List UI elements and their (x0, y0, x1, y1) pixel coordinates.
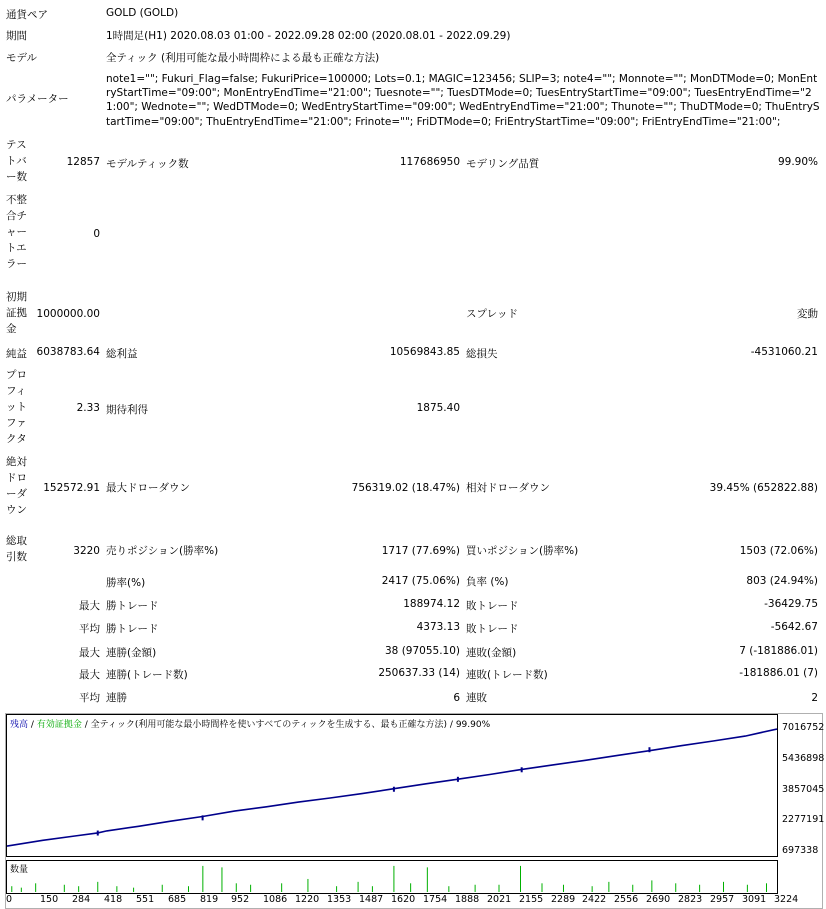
legend-model: 全ティック(利用可能な最小時間枠を使いすべてのティックを生成する、最も正確な方法) (90, 720, 448, 730)
bars-value: 12857 (66, 156, 100, 168)
short-label: 売りポジション(勝率%) (106, 545, 219, 557)
x-tick-label: 1620 (391, 894, 416, 905)
legend-sep-1: / (30, 720, 34, 730)
x-tick-label: 418 (104, 894, 123, 905)
x-tick-label: 2289 (551, 894, 576, 905)
max-consec-wins-label: 連勝(金額) (106, 647, 157, 659)
max-consec-profit-label: 連勝(トレード数) (106, 669, 188, 681)
max-consec-losses-label: 連敗(金額) (466, 647, 517, 659)
deposit-value: 1000000.00 (36, 308, 100, 320)
x-tick-label: 2021 (487, 894, 512, 905)
largest-label: 最大 (79, 600, 100, 612)
avg-consec-wins-value: 6 (453, 692, 460, 704)
mismatch-label: 不整合チャートエラー (6, 194, 27, 270)
legend-sep-3: / (449, 720, 453, 730)
max-consec-label: 最大 (79, 647, 100, 659)
avg-consec-losses-value: 2 (811, 692, 818, 704)
volume-label: 数量 (10, 865, 29, 875)
absdd-label: 絶対ドローダウン (6, 456, 27, 516)
y-tick-label: 697338 (782, 845, 819, 856)
win-value: 2417 (75.06%) (381, 575, 460, 587)
max-consec-losses-value: 7 (-181886.01) (739, 645, 818, 657)
average-label: 平均 (79, 623, 100, 635)
symbol-value: GOLD (GOLD) (106, 7, 179, 19)
quality-label: モデリング品質 (466, 158, 540, 170)
params-value: note1=""; Fukuri_Flag=false; FukuriPrice=100000; Lots=0.1; MAGIC=123456; SLIP=3; note4=""; Monnote=""; MonDTMode=0; MonEntryStartTime="09:00"; MonEntryEndTime="21:00"; Tuesnote=""; TuesDTMode=0; TuesEntryStartTime="09:00"; TuesEntryEndTime="21:00"; Wednote=""; WedDTMode=0; WedEntryStartTime="09:00"; WedEntryEndTime="21:00"; Thunote=""; ThuDTMode=0; ThuEntryStartTime="09:00"; ThuEntryEndTime="21:00"; Frinote=""; FriDTMode=0; FriEntryStartTime="09:00"; FriEntryEndTime="21:00"; (106, 73, 820, 128)
x-tick-label: 2690 (646, 894, 671, 905)
maxdd-label: 最大ドローダウン (106, 482, 190, 494)
max-consec-profit-value: 250637.33 (14) (378, 667, 460, 679)
x-tick-label: 2556 (614, 894, 639, 905)
x-tick-label: 284 (72, 894, 91, 905)
trades-value: 3220 (73, 545, 100, 557)
legend-balance: 残高 (10, 720, 29, 730)
balance-svg (7, 715, 777, 856)
x-tick-label: 952 (231, 894, 250, 905)
spread-value: 変動 (797, 308, 818, 320)
long-label: 買いポジション(勝率%) (466, 545, 579, 557)
max-consec-trades-label: 最大 (79, 669, 100, 681)
max-consec-wins-value: 38 (97055.10) (385, 645, 460, 657)
quality-value: 99.90% (777, 156, 818, 168)
loss-label: 負率 (%) (466, 576, 509, 588)
x-tick-label: 819 (200, 894, 219, 905)
legend-sep-2: / (84, 720, 88, 730)
short-value: 1717 (77.69%) (381, 545, 460, 557)
balance-line (7, 729, 777, 846)
avg-loss-label: 敗トレード (466, 623, 519, 635)
bars-label: テストバー数 (6, 139, 27, 183)
largest-loss-label: 敗トレード (466, 600, 519, 612)
x-tick-label: 685 (168, 894, 187, 905)
x-tick-label: 1888 (455, 894, 480, 905)
max-consec-loss-value: -181886.01 (7) (739, 667, 818, 679)
x-tick-label: 551 (136, 894, 155, 905)
net-label: 純益 (6, 348, 27, 360)
avg-win-label: 勝トレード (106, 623, 159, 635)
y-tick-label: 3857045 (782, 784, 825, 795)
gross-profit-label: 総利益 (106, 348, 138, 360)
x-tick-label: 1487 (359, 894, 384, 905)
legend-quality: 99.90% (455, 720, 491, 730)
balance-chart (5, 713, 823, 909)
gross-loss-value: -4531060.21 (750, 346, 818, 358)
trades-label: 総取引数 (6, 535, 27, 563)
reldd-value: 39.45% (652822.88) (709, 482, 818, 494)
y-tick-label: 7016752 (782, 722, 825, 733)
volume-svg (7, 861, 777, 893)
model-label: モデル (6, 52, 37, 64)
x-tick-label: 1353 (327, 894, 352, 905)
payoff-label: 期待利得 (106, 404, 148, 416)
x-tick-label: 3224 (774, 894, 799, 905)
pf-label: プロフィットファクタ (6, 369, 27, 445)
y-tick-label: 5436898 (782, 753, 825, 764)
y-tick-label: 2277191 (782, 814, 825, 825)
x-tick-label: 1220 (295, 894, 320, 905)
largest-win-value: 188974.12 (403, 598, 460, 610)
avg-consec-losses-label: 連敗 (466, 692, 487, 704)
net-value: 6038783.64 (36, 346, 100, 358)
absdd-value: 152572.91 (43, 482, 100, 494)
period-value: 1時間足(H1) 2020.08.03 01:00 - 2022.09.28 02:00 (2020.08.01 - 2022.09.29) (106, 30, 511, 42)
gross-loss-label: 総損失 (466, 348, 498, 360)
x-tick-label: 1754 (423, 894, 448, 905)
x-tick-label: 1086 (263, 894, 288, 905)
pf-value: 2.33 (76, 402, 100, 414)
params-label: パラメーター (6, 93, 69, 105)
maxdd-value: 756319.02 (18.47%) (351, 482, 460, 494)
gross-profit-value: 10569843.85 (389, 346, 460, 358)
largest-loss-value: -36429.75 (764, 598, 818, 610)
avg-consec-label: 平均 (79, 692, 100, 704)
ticks-label: モデルティック数 (106, 158, 189, 170)
ticks-value: 117686950 (399, 156, 460, 168)
loss-value: 803 (24.94%) (746, 575, 818, 587)
x-tick-label: 3091 (742, 894, 767, 905)
model-value: 全ティック (利用可能な最小時間枠による最も正確な方法) (106, 52, 380, 64)
payoff-value: 1875.40 (416, 402, 460, 414)
avg-loss-value: -5642.67 (770, 621, 818, 633)
legend-equity: 有効証拠金 (36, 720, 82, 730)
reldd-label: 相対ドローダウン (466, 482, 550, 494)
spread-label: スプレッド (466, 308, 518, 320)
x-tick-label: 2155 (519, 894, 544, 905)
deposit-label: 初期証拠金 (6, 291, 27, 335)
max-consec-loss-label: 連敗(トレード数) (466, 669, 548, 681)
x-tick-label: 0 (6, 894, 13, 905)
x-tick-label: 2823 (678, 894, 703, 905)
x-tick-label: 2422 (582, 894, 607, 905)
volume-plot (6, 860, 778, 894)
x-tick-label: 150 (40, 894, 59, 905)
symbol-label: 通貨ペア (6, 9, 48, 21)
avg-consec-wins-label: 連勝 (106, 692, 127, 704)
long-value: 1503 (72.06%) (739, 545, 818, 557)
x-tick-label: 2957 (710, 894, 735, 905)
avg-win-value: 4373.13 (416, 621, 460, 633)
mismatch-value: 0 (93, 228, 100, 240)
largest-win-label: 勝トレード (106, 600, 159, 612)
period-label: 期間 (6, 30, 27, 42)
balance-plot (6, 714, 778, 857)
win-label: 勝率(%) (106, 577, 146, 589)
